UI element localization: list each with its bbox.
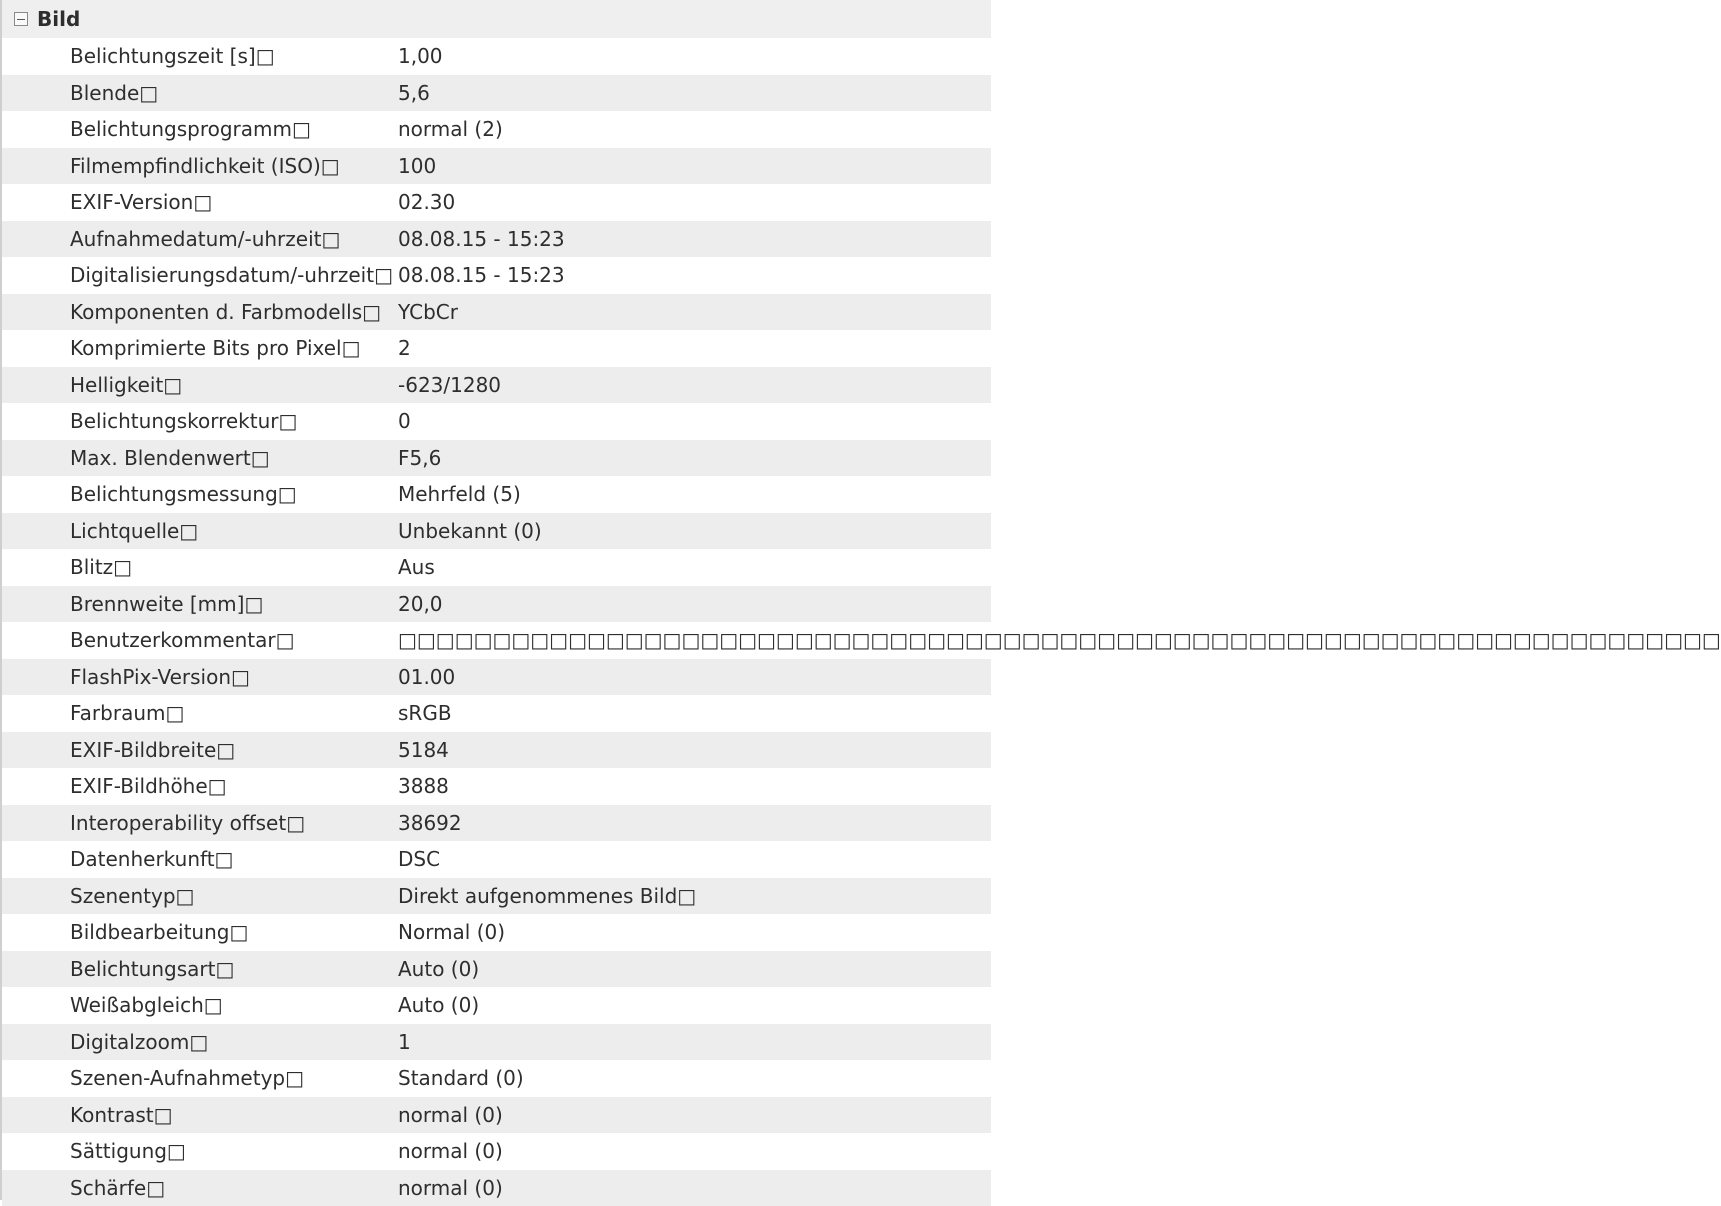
property-value: 5,6 xyxy=(398,81,991,105)
property-row[interactable] xyxy=(2,513,991,550)
property-key: Lichtquelle□ xyxy=(2,519,398,543)
property-value: normal (2) xyxy=(398,117,991,141)
property-row[interactable] xyxy=(2,1024,991,1061)
property-row[interactable] xyxy=(2,38,991,75)
property-row[interactable] xyxy=(2,768,991,805)
property-value: YCbCr xyxy=(398,300,991,324)
property-key: Farbraum□ xyxy=(2,701,398,725)
property-row[interactable] xyxy=(2,1133,991,1170)
property-key: EXIF-Version□ xyxy=(2,190,398,214)
property-row[interactable] xyxy=(2,403,991,440)
property-row[interactable] xyxy=(2,805,991,842)
property-row[interactable] xyxy=(2,841,991,878)
property-key: Blende□ xyxy=(2,81,398,105)
property-value: 02.30 xyxy=(398,190,991,214)
property-key: Interoperability offset□ xyxy=(2,811,398,835)
property-value: Mehrfeld (5) xyxy=(398,482,991,506)
property-key: Belichtungsprogramm□ xyxy=(2,117,398,141)
collapse-icon[interactable] xyxy=(14,12,28,26)
property-key: Belichtungsart□ xyxy=(2,957,398,981)
property-list xyxy=(2,38,991,1206)
property-value: sRGB xyxy=(398,701,991,725)
property-value: 3888 xyxy=(398,774,991,798)
property-key: Brennweite [mm]□ xyxy=(2,592,398,616)
property-value: Auto (0) xyxy=(398,993,991,1017)
property-row[interactable] xyxy=(2,549,991,586)
property-row[interactable] xyxy=(2,257,991,294)
property-value: -623/1280 xyxy=(398,373,991,397)
property-row[interactable] xyxy=(2,914,991,951)
property-key: Digitalisierungsdatum/-uhrzeit□ xyxy=(2,263,398,287)
property-key: EXIF-Bildbreite□ xyxy=(2,738,398,762)
property-key: Datenherkunft□ xyxy=(2,847,398,871)
property-key: Komprimierte Bits pro Pixel□ xyxy=(2,336,398,360)
property-key: Szenentyp□ xyxy=(2,884,398,908)
property-value: Standard (0) xyxy=(398,1066,991,1090)
property-row[interactable] xyxy=(2,221,991,258)
property-value: Direkt aufgenommenes Bild□ xyxy=(398,884,991,908)
property-value: 38692 xyxy=(398,811,991,835)
property-key: Digitalzoom□ xyxy=(2,1030,398,1054)
property-row[interactable] xyxy=(2,1170,991,1206)
property-row[interactable] xyxy=(2,1097,991,1134)
property-value: 20,0 xyxy=(398,592,991,616)
property-value: Normal (0) xyxy=(398,920,991,944)
property-value: 1,00 xyxy=(398,44,991,68)
property-key: Komponenten d. Farbmodells□ xyxy=(2,300,398,324)
property-value: 100 xyxy=(398,154,991,178)
property-value: 0 xyxy=(398,409,991,433)
property-value: □□□□□□□□□□□□□□□□□□□□□□□□□□□□□□□□□□□□□□□□□□□□□□□□□□□□□□□□□□□□□□□□□□□□□□ xyxy=(398,628,1721,652)
property-value: 5184 xyxy=(398,738,991,762)
property-row[interactable] xyxy=(2,951,991,988)
property-row[interactable] xyxy=(2,440,991,477)
property-value: DSC xyxy=(398,847,991,871)
property-row[interactable] xyxy=(2,476,991,513)
property-value: F5,6 xyxy=(398,446,991,470)
property-value: 08.08.15 - 15:23 xyxy=(398,227,991,251)
property-value: 1 xyxy=(398,1030,991,1054)
property-row[interactable] xyxy=(2,878,991,915)
property-row[interactable] xyxy=(2,695,991,732)
property-row[interactable] xyxy=(2,184,991,221)
property-row[interactable] xyxy=(2,586,991,623)
property-key: Bildbearbeitung□ xyxy=(2,920,398,944)
property-key: Szenen-Aufnahmetyp□ xyxy=(2,1066,398,1090)
property-row[interactable] xyxy=(2,622,991,659)
property-key: Schärfe□ xyxy=(2,1176,398,1200)
property-value: 2 xyxy=(398,336,991,360)
property-row[interactable] xyxy=(2,111,991,148)
property-value: Aus xyxy=(398,555,991,579)
property-key: Weißabgleich□ xyxy=(2,993,398,1017)
property-value: normal (0) xyxy=(398,1139,991,1163)
property-row[interactable] xyxy=(2,294,991,331)
property-value: 08.08.15 - 15:23 xyxy=(398,263,991,287)
property-key: Belichtungszeit [s]□ xyxy=(2,44,398,68)
property-row[interactable] xyxy=(2,330,991,367)
group-header-bild[interactable] xyxy=(2,0,991,38)
property-value: 01.00 xyxy=(398,665,991,689)
property-key: Belichtungskorrektur□ xyxy=(2,409,398,433)
property-key: Sättigung□ xyxy=(2,1139,398,1163)
property-key: Filmempfindlichkeit (ISO)□ xyxy=(2,154,398,178)
property-value: Auto (0) xyxy=(398,957,991,981)
property-key: Blitz□ xyxy=(2,555,398,579)
property-row[interactable] xyxy=(2,732,991,769)
property-row[interactable] xyxy=(2,1060,991,1097)
property-key: Kontrast□ xyxy=(2,1103,398,1127)
property-key: Helligkeit□ xyxy=(2,373,398,397)
property-row[interactable] xyxy=(2,659,991,696)
property-value: Unbekannt (0) xyxy=(398,519,991,543)
property-key: Max. Blendenwert□ xyxy=(2,446,398,470)
property-row[interactable] xyxy=(2,987,991,1024)
property-row[interactable] xyxy=(2,75,991,112)
group-title: Bild xyxy=(37,7,80,31)
property-key: Benutzerkommentar□ xyxy=(2,628,398,652)
property-key: Aufnahmedatum/-uhrzeit□ xyxy=(2,227,398,251)
property-key: FlashPix-Version□ xyxy=(2,665,398,689)
property-row[interactable] xyxy=(2,148,991,185)
property-key: Belichtungsmessung□ xyxy=(2,482,398,506)
property-value: normal (0) xyxy=(398,1176,991,1200)
property-row[interactable] xyxy=(2,367,991,404)
property-value: normal (0) xyxy=(398,1103,991,1127)
property-key: EXIF-Bildhöhe□ xyxy=(2,774,398,798)
